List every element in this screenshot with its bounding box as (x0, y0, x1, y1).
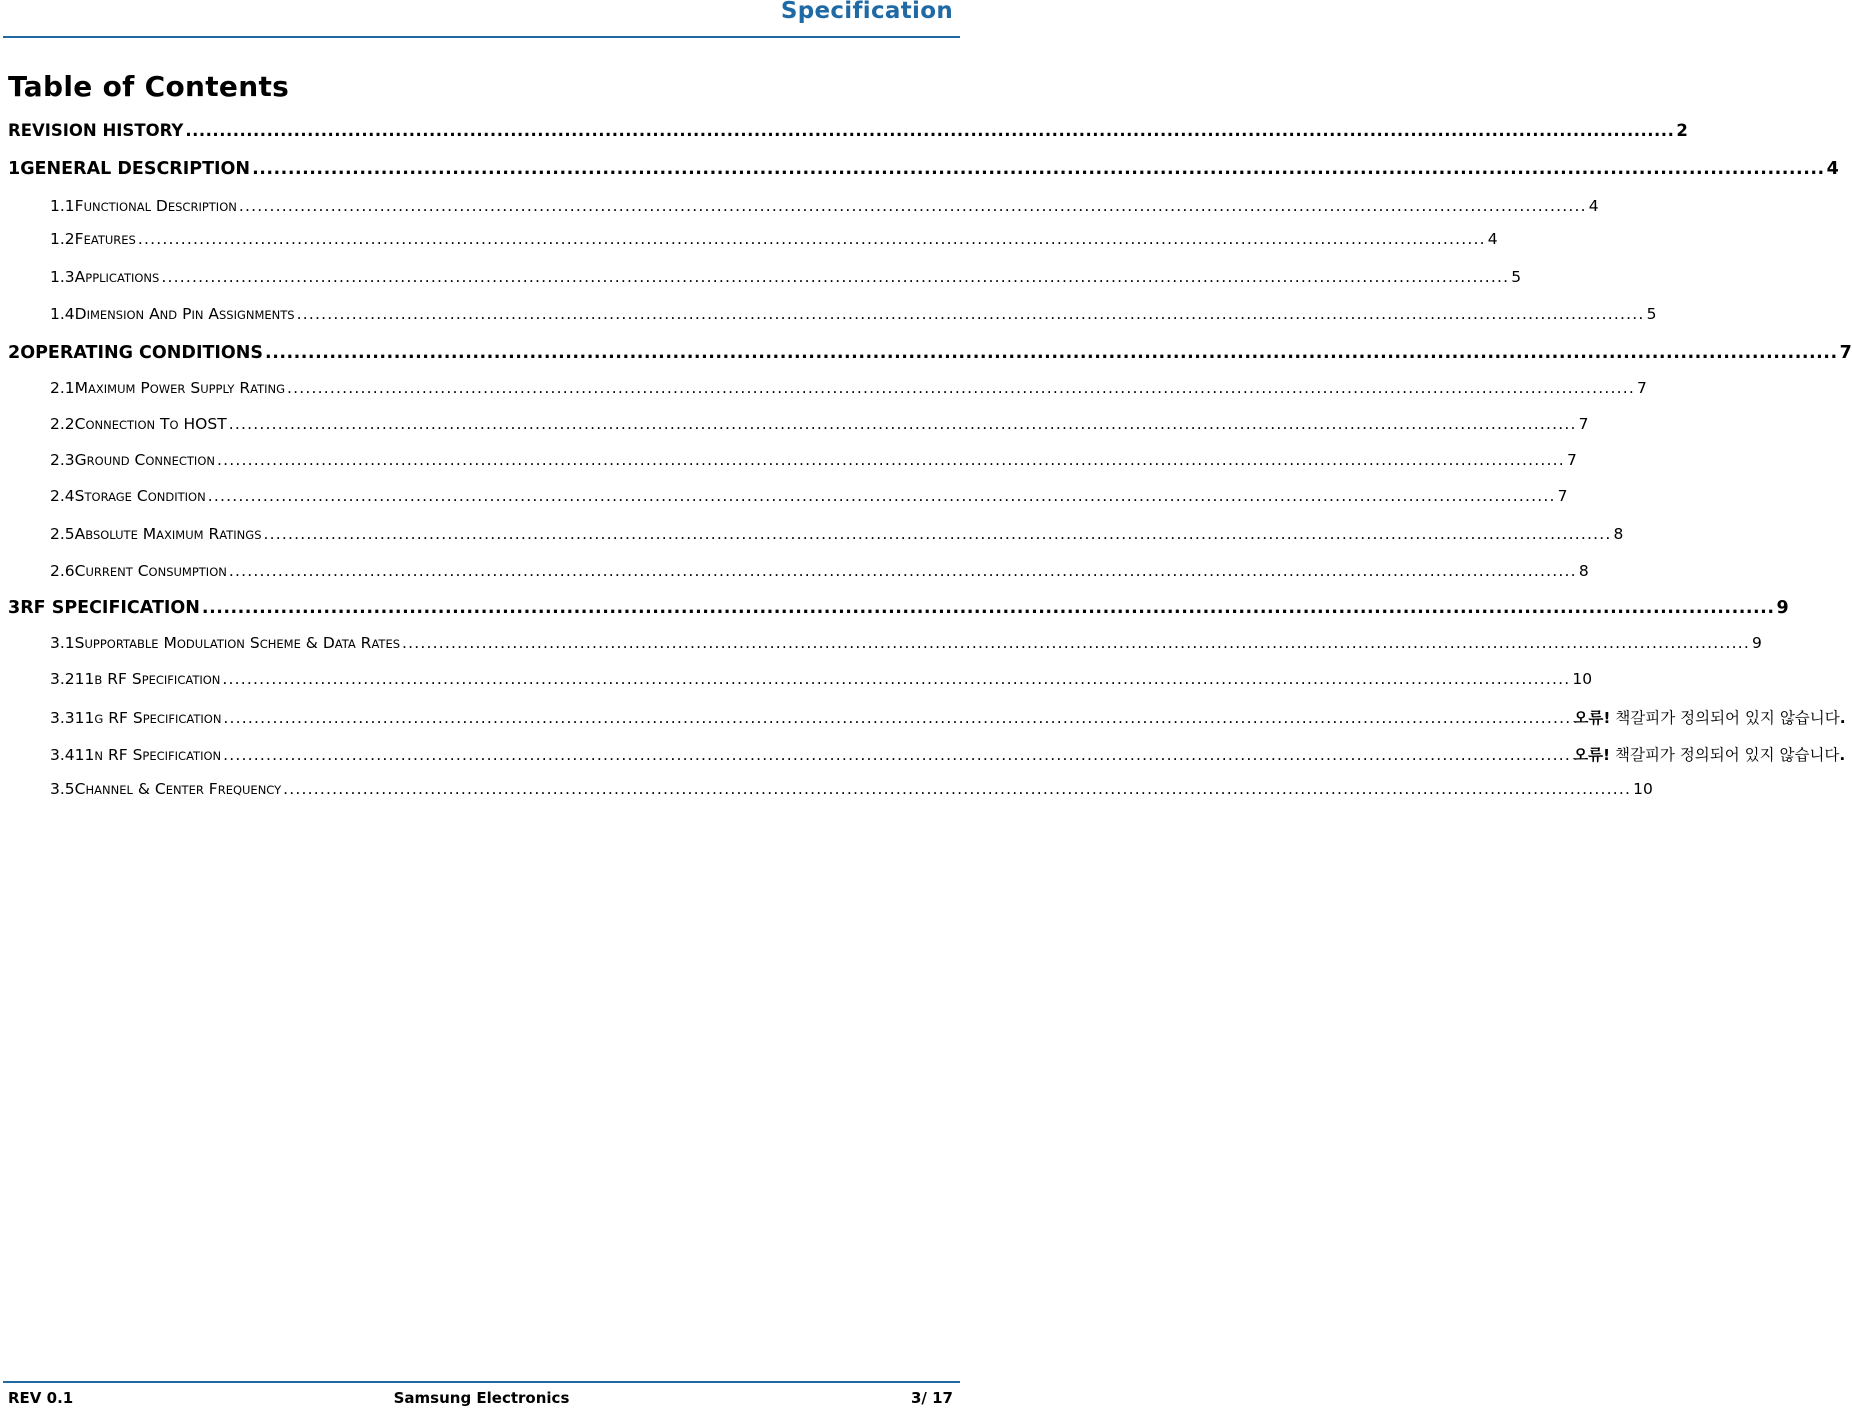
toc-entry[interactable] (8, 634, 1762, 664)
toc-entry[interactable] (8, 487, 1568, 517)
toc-entry[interactable] (8, 197, 1599, 227)
toc-dot-leader: ............................................................................................................................................................................................................................ (207, 487, 1556, 505)
toc-entry[interactable] (8, 415, 1589, 445)
toc-entry-page: 8 (1578, 562, 1589, 580)
toc-entry-number: 1.2 (50, 230, 75, 248)
toc-entry-number: 2.2 (50, 415, 75, 433)
toc-entry-page: 7 (1557, 487, 1568, 505)
toc-entry-number: 3.2 (50, 670, 75, 688)
toc-entry-number: 1.4 (50, 305, 75, 323)
toc-entry-page: 4 (1487, 230, 1498, 248)
toc-entry-label: REVISION HISTORY (8, 121, 184, 140)
toc-entry-page: 9 (1751, 634, 1762, 652)
toc-entry-number: 2.6 (50, 562, 75, 580)
document-header-title: Specification (780, 0, 953, 24)
toc-entry-number: 2.3 (50, 451, 75, 469)
toc-dot-leader: ............................................................................................................................................................................................................................ (283, 780, 1632, 798)
toc-dot-leader: ............................................................................................................................................................................................................................ (161, 268, 1510, 286)
toc-entry[interactable] (8, 343, 1852, 373)
toc-entry[interactable] (8, 670, 1593, 700)
toc-dot-leader: ............................................................................................................................................................................................................................ (228, 415, 1577, 433)
toc-entry-number: 2 (8, 343, 21, 363)
toc-entry[interactable] (8, 706, 1846, 736)
toc-entry-number: 2.5 (50, 525, 75, 543)
toc-entry[interactable] (8, 305, 1657, 335)
toc-dot-leader: ............................................................................................................................................................................................................................ (238, 197, 1587, 215)
toc-entry[interactable] (8, 743, 1846, 773)
toc-entry-page: 4 (1826, 159, 1839, 179)
toc-dot-leader: ............................................................................................................................................................................................................................ (265, 343, 1838, 363)
toc-entry-label: OPERATING CONDITIONS (20, 343, 264, 363)
footer-company: Samsung Electronics (393, 1389, 570, 1407)
footer-page-number: 3/ 17 (910, 1389, 953, 1407)
toc-entry[interactable] (8, 780, 1653, 810)
footer-revision: REV 0.1 (8, 1389, 74, 1407)
toc-entry[interactable] (8, 379, 1647, 409)
toc-entry-page: 7 (1566, 451, 1577, 469)
toc-dot-leader: ............................................................................................................................................................................................................................ (137, 230, 1486, 248)
toc-entry-page: 7 (1839, 343, 1852, 363)
toc-entry[interactable] (8, 159, 1839, 189)
toc-entry-page: 오류! 책갈피가 정의되어 있지 않습니다. (1573, 746, 1846, 764)
toc-entry-label: STORAGE CONDITION (74, 487, 206, 505)
toc-dot-leader: ............................................................................................................................................................................................................................ (222, 670, 1571, 688)
toc-entry-number: 2.1 (50, 379, 75, 397)
toc-entry-label: GROUND CONNECTION (74, 451, 215, 469)
toc-entry-number: 2.4 (50, 487, 75, 505)
toc-entry-page: 7 (1636, 379, 1647, 397)
toc-entry-label: DIMENSION AND PIN ASSIGNMENTS (74, 305, 295, 323)
toc-entry-page: 10 (1633, 780, 1653, 798)
toc-entry-page: 8 (1613, 525, 1624, 543)
toc-entry[interactable] (8, 598, 1789, 628)
toc-dot-leader: ............................................................................................................................................................................................................................ (263, 525, 1612, 543)
toc-entry-label: FEATURES (74, 230, 136, 248)
toc-dot-leader: ............................................................................................................................................................................................................................ (223, 709, 1572, 727)
toc-entry-number: 3.3 (50, 709, 75, 727)
toc-dot-leader: ............................................................................................................................................................................................................................ (185, 121, 1675, 140)
toc-entry-label: APPLICATIONS (74, 268, 160, 286)
toc-entry-label: SUPPORTABLE MODULATION SCHEME & DATA RATES (74, 634, 401, 652)
toc-entry-number: 3.5 (50, 780, 75, 798)
toc-entry-label: RF SPECIFICATION (20, 598, 200, 618)
toc-entry[interactable] (8, 230, 1498, 260)
toc-dot-leader: ............................................................................................................................................................................................................................ (296, 305, 1645, 323)
toc-entry-label: CONNECTION TO HOST (74, 415, 227, 433)
toc-dot-leader: ............................................................................................................................................................................................................................ (402, 634, 1750, 652)
toc-dot-leader: ............................................................................................................................................................................................................................ (228, 562, 1577, 580)
toc-entry-page: 2 (1676, 121, 1688, 140)
toc-entry-number: 3 (8, 598, 21, 618)
toc-entry-page: 4 (1588, 197, 1599, 215)
header-divider (3, 36, 960, 38)
toc-entry-number: 1.1 (50, 197, 75, 215)
toc-entry-label: CURRENT CONSUMPTION (74, 562, 227, 580)
toc-entry-label: MAXIMUM POWER SUPPLY RATING (74, 379, 286, 397)
toc-entry-label: GENERAL DESCRIPTION (20, 159, 251, 179)
toc-entry-label: CHANNEL & CENTER FREQUENCY (74, 780, 282, 798)
toc-entry-page: 5 (1646, 305, 1657, 323)
toc-entry-label: 11N RF SPECIFICATION (74, 746, 222, 764)
toc-entry-label: FUNCTIONAL DESCRIPTION (74, 197, 237, 215)
footer-divider (3, 1381, 960, 1383)
toc-entry-page: 5 (1511, 268, 1522, 286)
toc-entry-page: 오류! 책갈피가 정의되어 있지 않습니다. (1573, 709, 1846, 727)
toc-dot-leader: ............................................................................................................................................................................................................................ (287, 379, 1635, 397)
toc-entry[interactable] (8, 268, 1522, 298)
toc-title: Table of Contents (8, 70, 290, 103)
toc-dot-leader: ............................................................................................................................................................................................................................ (252, 159, 1825, 179)
toc-dot-leader: ............................................................................................................................................................................................................................ (201, 598, 1775, 618)
toc-entry-page: 10 (1572, 670, 1593, 688)
toc-entry-label: ABSOLUTE MAXIMUM RATINGS (74, 525, 262, 543)
toc-entry-number: 3.4 (50, 746, 75, 764)
toc-entry[interactable] (8, 451, 1577, 481)
toc-entry-page: 9 (1776, 598, 1789, 618)
toc-dot-leader: ............................................................................................................................................................................................................................ (223, 746, 1572, 764)
toc-entry-label: 11G RF SPECIFICATION (74, 709, 222, 727)
toc-entry-number: 3.1 (50, 634, 75, 652)
toc-dot-leader: ............................................................................................................................................................................................................................ (216, 451, 1565, 469)
toc-entry-number: 1 (8, 159, 21, 179)
toc-entry[interactable] (8, 525, 1624, 555)
toc-entry[interactable] (8, 121, 1688, 151)
toc-entry-number: 1.3 (50, 268, 75, 286)
toc-entry-label: 11B RF SPECIFICATION (74, 670, 221, 688)
toc-entry-page: 7 (1578, 415, 1589, 433)
toc-entry[interactable] (8, 562, 1589, 592)
